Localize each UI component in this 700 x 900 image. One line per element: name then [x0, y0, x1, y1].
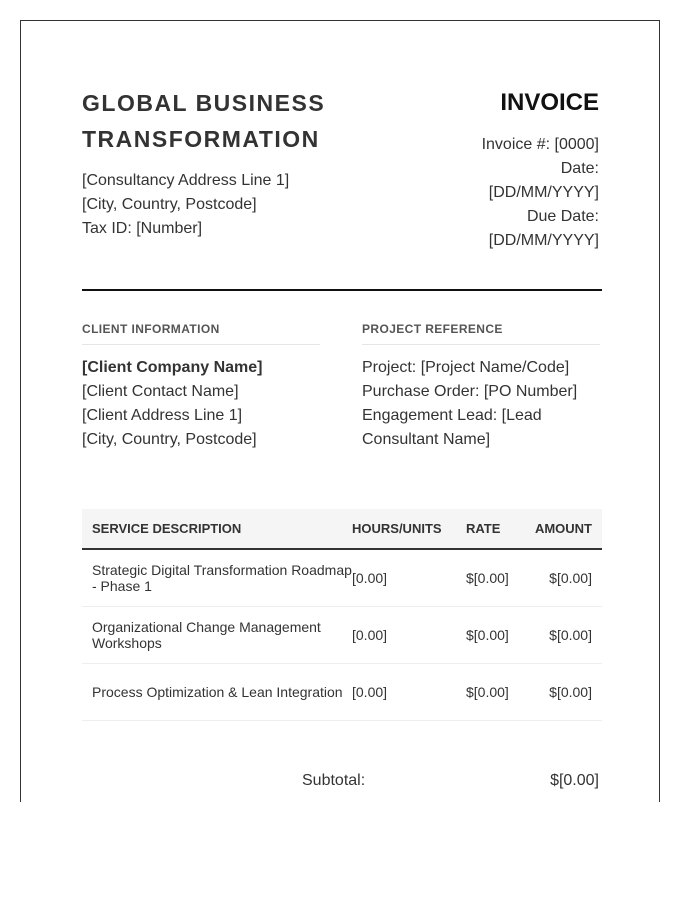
client-info-heading: CLIENT INFORMATION [82, 321, 320, 345]
header-rate: RATE [466, 521, 501, 536]
table-header [82, 509, 602, 550]
client-contact-name: [Client Contact Name] [82, 383, 239, 400]
company-info [82, 169, 289, 241]
service-hours: [0.00] [352, 684, 388, 700]
subtotal-value: $[0.00] [550, 772, 599, 789]
table-row [82, 550, 602, 607]
project-reference-heading: PROJECT REFERENCE [362, 321, 600, 345]
engagement-lead: Engagement Lead: [Lead Consultant Name] [362, 407, 542, 448]
header-amount: AMOUNT [534, 521, 592, 536]
company-name: GLOBAL BUSINESS TRANSFORMATION [82, 90, 326, 152]
service-amount: $[0.00] [549, 684, 592, 700]
service-amount: $[0.00] [549, 570, 592, 586]
subtotal-label: Subtotal: [302, 772, 366, 789]
client-address: [Client Address Line 1] [82, 407, 243, 424]
invoice-due-value: [DD/MM/YYYY] [488, 232, 599, 249]
invoice-date-value: [DD/MM/YYYY] [488, 184, 599, 201]
services-table [82, 509, 602, 721]
service-rate: $[0.00] [466, 570, 509, 586]
invoice-due-label: Due Date: [526, 208, 599, 225]
invoice-page [20, 20, 660, 802]
service-description: Process Optimization & Lean Integration [92, 684, 343, 700]
service-hours: [0.00] [352, 570, 388, 586]
service-hours: [0.00] [352, 627, 388, 643]
header-hours-units: HOURS/UNITS [352, 521, 442, 536]
invoice-date-label: Date: [560, 160, 599, 177]
project-name: Project: [Project Name/Code] [362, 359, 570, 376]
client-city: [City, Country, Postcode] [82, 431, 257, 448]
company-tax-id: Tax ID: [Number] [82, 220, 203, 237]
table-row [82, 607, 602, 664]
header-divider [82, 289, 602, 291]
header-service-description: SERVICE DESCRIPTION [92, 520, 242, 536]
service-rate: $[0.00] [466, 684, 509, 700]
client-info [82, 356, 262, 452]
project-info [362, 356, 607, 452]
service-description: Organizational Change Management Workshops [92, 619, 321, 651]
purchase-order: Purchase Order: [PO Number] [362, 383, 578, 400]
table-row [82, 664, 602, 721]
service-description: Strategic Digital Transformation Roadmap - Phase 1 [92, 562, 352, 594]
service-rate: $[0.00] [466, 627, 509, 643]
invoice-meta [399, 133, 599, 253]
client-company-name: [Client Company Name] [82, 359, 263, 376]
invoice-number: Invoice #: [0000] [481, 136, 599, 153]
invoice-title: INVOICE [500, 89, 599, 116]
service-amount: $[0.00] [549, 627, 592, 643]
company-city: [City, Country, Postcode] [82, 196, 257, 213]
company-address: [Consultancy Address Line 1] [82, 172, 290, 189]
